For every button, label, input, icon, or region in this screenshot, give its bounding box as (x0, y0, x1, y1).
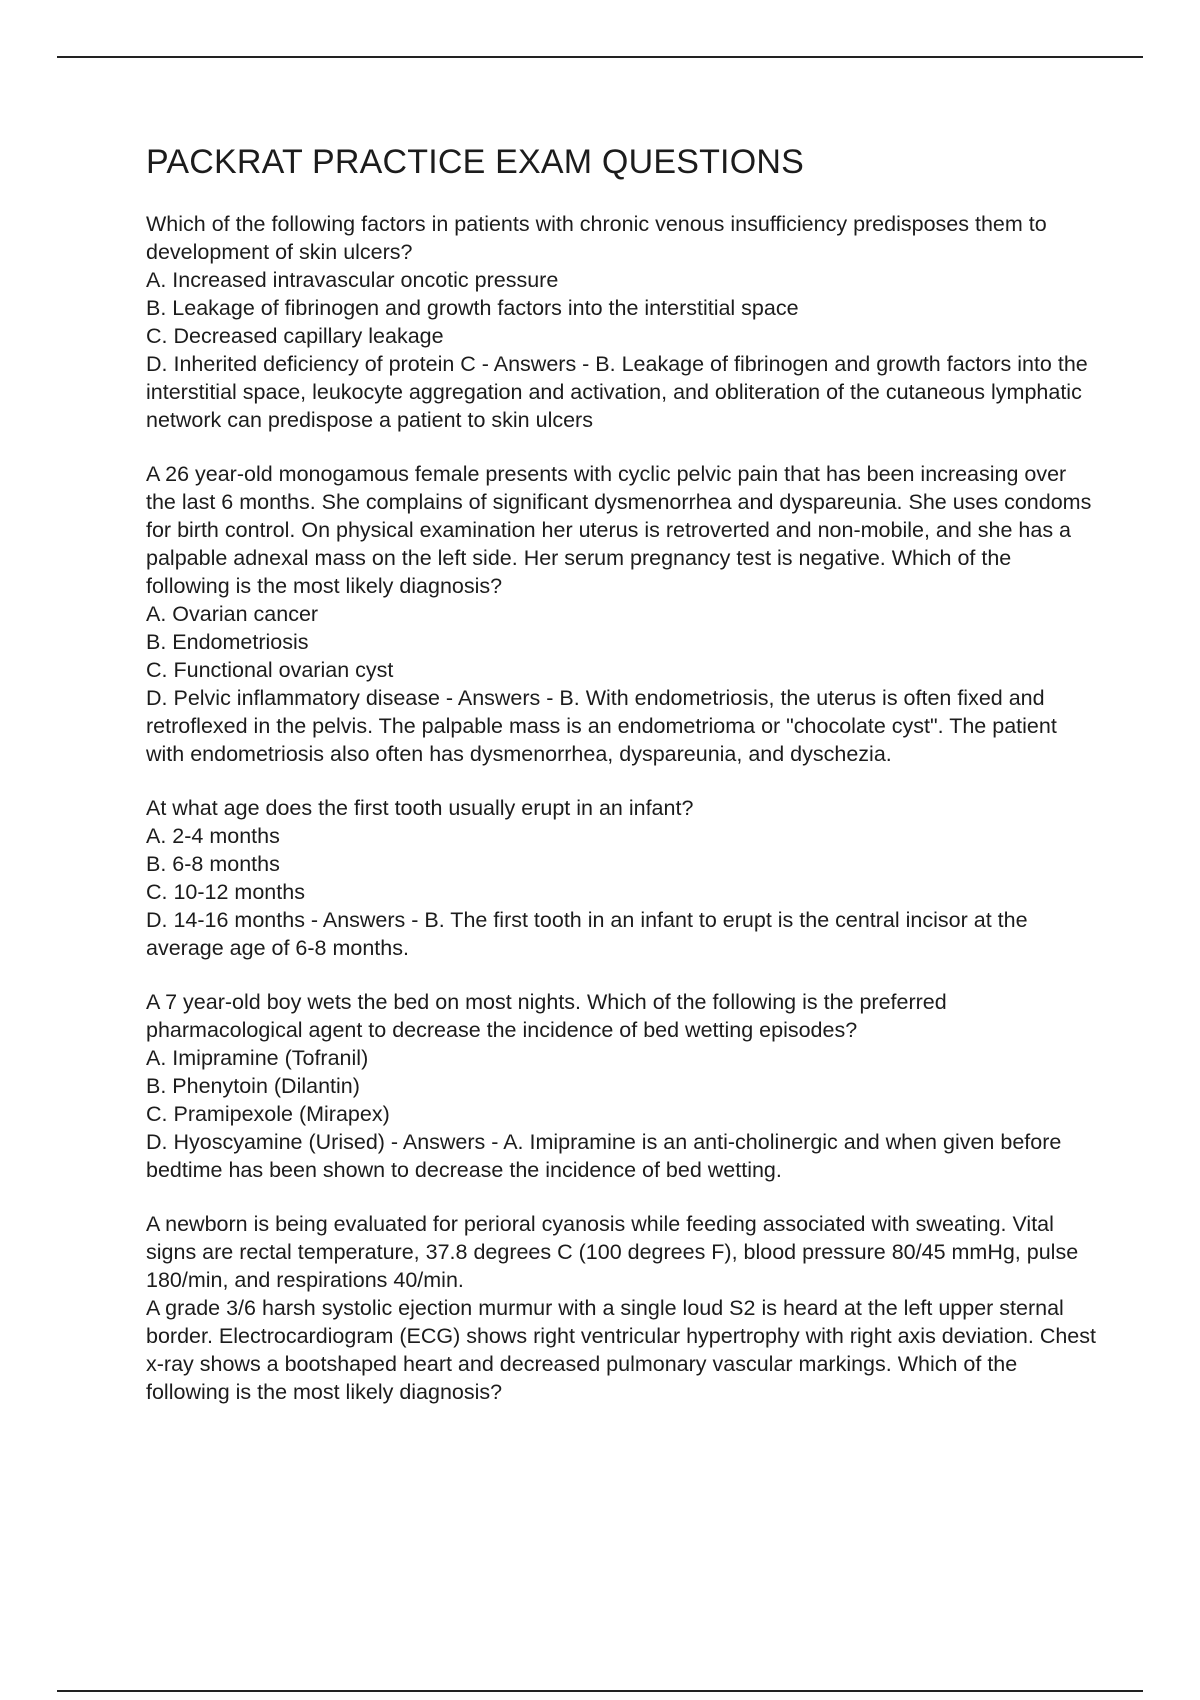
page-title: PACKRAT PRACTICE EXAM QUESTIONS (146, 143, 804, 181)
question-stem: A 7 year-old boy wets the bed on most nights. Which of the following is the preferred pharmacological agent to decrease the incidence of bed wetting episodes? (146, 990, 947, 1042)
question-5 (146, 1210, 1096, 1406)
question-option-answer: D. Inherited deficiency of protein C - Answers - B. Leakage of fibrinogen and growth factors into the interstitial space, leukocyte aggregation and activation, and obliteration of the cutaneous lymphatic network can predispose a patient to skin ulcers (146, 352, 1088, 432)
question-option: C. Decreased capillary leakage (146, 324, 444, 348)
question-option: B. Endometriosis (146, 630, 309, 654)
question-option: B. Leakage of fibrinogen and growth factors into the interstitial space (146, 296, 799, 320)
footer-rule (57, 1690, 1143, 1692)
question-4 (146, 988, 1096, 1184)
header-rule (57, 56, 1143, 58)
question-stem: A newborn is being evaluated for perioral cyanosis while feeding associated with sweating. Vital signs are rectal temperature, 37.8 degrees C (100 degrees F), blood pressure 80/45 mmHg, pulse 180/min, and respirations 40/min. (146, 1212, 1079, 1292)
question-stem-continued: A grade 3/6 harsh systolic ejection murmur with a single loud S2 is heard at the left upper sternal border. Electrocardiogram (ECG) shows right ventricular hypertrophy with right axis deviation. Chest x-ray shows a bootshaped heart and decreased pulmonary vascular markings. Which of the following is the most likely diagnosis? (146, 1296, 1096, 1404)
question-stem: Which of the following factors in patients with chronic venous insufficiency predisposes them to development of skin ulcers? (146, 212, 1047, 264)
question-option: C. 10-12 months (146, 880, 305, 904)
question-2 (146, 460, 1096, 768)
page-content (146, 142, 1096, 1432)
question-option-answer: D. Pelvic inflammatory disease - Answers - B. With endometriosis, the uterus is often fixed and retroflexed in the pelvis. The palpable mass is an endometrioma or "chocolate cyst". The patient with endometriosis also often has dysmenorrhea, dyspareunia, and dyschezia. (146, 686, 1057, 766)
question-option: A. Increased intravascular oncotic pressure (146, 268, 559, 292)
question-option: B. Phenytoin (Dilantin) (146, 1074, 360, 1098)
question-option: A. Ovarian cancer (146, 602, 319, 626)
question-option: B. 6-8 months (146, 852, 280, 876)
question-option: A. Imipramine (Tofranil) (146, 1046, 369, 1070)
question-option: C. Functional ovarian cyst (146, 658, 394, 682)
question-1 (146, 210, 1096, 434)
question-option: C. Pramipexole (Mirapex) (146, 1102, 390, 1126)
question-option-answer: D. 14-16 months - Answers - B. The first tooth in an infant to erupt is the central incisor at the average age of 6-8 months. (146, 908, 1028, 960)
question-3 (146, 794, 1096, 962)
question-stem: At what age does the first tooth usually erupt in an infant? (146, 796, 694, 820)
question-stem: A 26 year-old monogamous female presents with cyclic pelvic pain that has been increasing over the last 6 months. She complains of significant dysmenorrhea and dyspareunia. She uses condoms for birth control. On physical examination her uterus is retroverted and non-mobile, and she has a palpable adnexal mass on the left side. Her serum pregnancy test is negative. Which of the following is the most likely diagnosis? (146, 462, 1092, 598)
question-option-answer: D. Hyoscyamine (Urised) - Answers - A. Imipramine is an anti-cholinergic and when given before bedtime has been shown to decrease the incidence of bed wetting. (146, 1130, 1062, 1182)
question-option: A. 2-4 months (146, 824, 280, 848)
